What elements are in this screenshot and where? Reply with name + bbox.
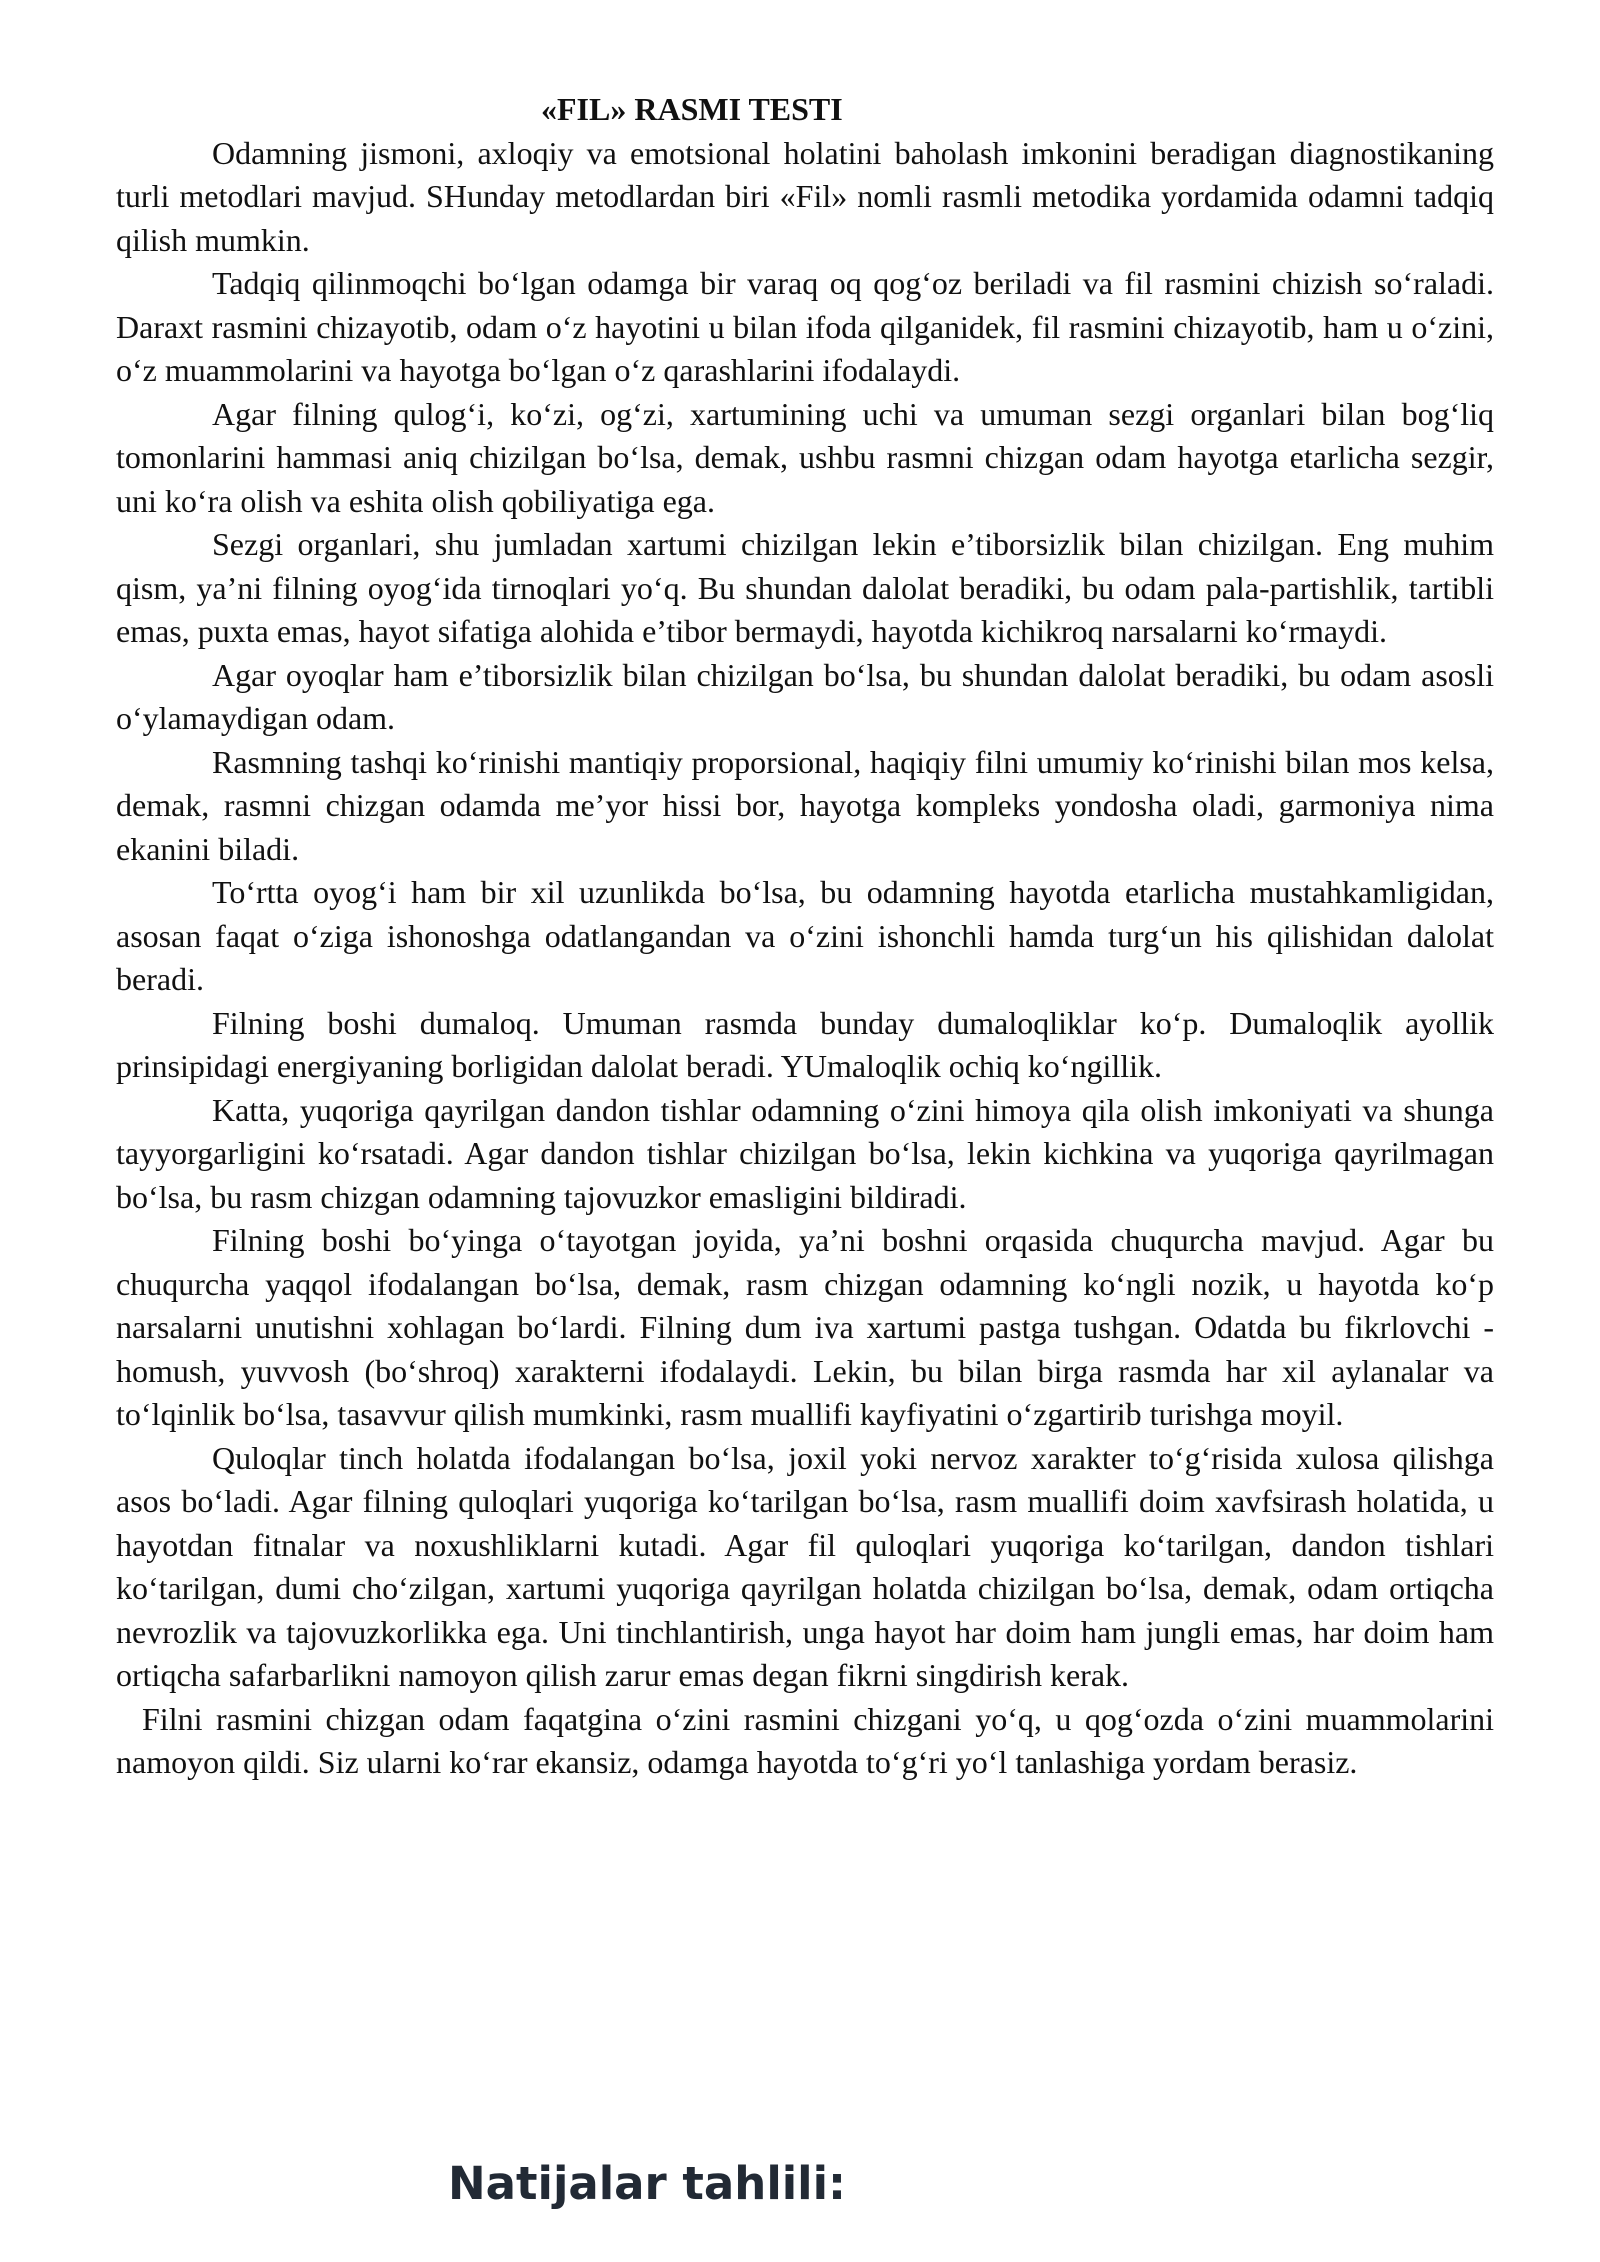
paragraph: Rasmning tashqi koʻrinishi mantiqiy proporsional, haqiqiy filni umumiy koʻrinishi bilan mos kelsa, demak, rasmni chizgan odamda me’yor hissi bor, hayotga kompleks yondosha oladi, garmoniya nima ekanini biladi. [116,743,1494,867]
paragraph: Toʻrtta oyogʻi ham bir xil uzunlikda boʻlsa, bu odamning hayotda etarlicha mustahkamligidan, asosan faqat oʻziga ishonoshga odatlangandan va oʻzini ishonchli hamda turgʻun his qilishidan dalolat beradi. [116,874,1494,997]
paragraph: Tadqiq qilinmoqchi boʻlgan odamga bir varaq oq qogʻoz beriladi va fil rasmini chizish soʻraladi. Daraxt rasmini chizayotib, odam oʻz hayotini u bilan ifoda qilganidek, fil rasmini chizayotib, ham u oʻzini, oʻz muammolarini va hayotga boʻlgan oʻz qarashlarini ifodalaydi. [116,265,1494,388]
paragraph: Filning boshi dumaloq. Umuman rasmda bunday dumaloqliklar koʻp. Dumaloqlik ayollik prinsipidagi energiyaning borligidan dalolat beradi. YUmaloqlik ochiq koʻngillik. [116,1004,1494,1084]
paragraph: Agar oyoqlar ham e’tiborsizlik bilan chizilgan boʻlsa, bu shundan dalolat beradiki, bu odam asosli oʻylamaydigan odam. [116,656,1494,736]
paragraph: Quloqlar tinch holatda ifodalangan boʻlsa, joxil yoki nervoz xarakter toʻgʻrisida xulosa qilishga asos boʻladi. Agar filning quloqlari yuqoriga koʻtarilgan boʻlsa, rasm muallifi doim xavfsirash holatida, u hayotdan fitnalar va noxushliklarni kutadi. Agar fil quloqlari yuqoriga koʻtarilgan, dandon tishlari koʻtarilgan, dumi choʻzilgan, xartumi yuqoriga qayrilgan holatda chizilgan boʻlsa, demak, odam ortiqcha nevrozlik va tajovuzkorlikka ega. Uni tinchlantirish, unga hayot har doim ham jungli emas, har doim ham ortiqcha safarbarlikni namoyon qilish zarur emas degan fikrni singdirish kerak. [116,1439,1494,1693]
results-heading: Natijalar tahlili: [448,2157,847,2210]
paragraph: Odamning jismoni, axloqiy va emotsional holatini baholash imkonini beradigan diagnostikaning turli metodlari mavjud. SHunday metodlardan biri «Fil» nomli rasmli metodika yordamida odamni tadqiq qilish mumkin. [116,134,1494,258]
paragraph: Agar filning qulogʻi, koʻzi, ogʻzi, xartumining uchi va umuman sezgi organlari bilan bogʻliq tomonlarini hammasi aniq chizilgan boʻlsa, demak, ushbu rasmni chizgan odam hayotga etarlicha sezgir, uni koʻra olish va eshita olish qobiliyatiga ega. [116,395,1494,519]
paragraph: Sezgi organlari, shu jumladan xartumi chizilgan lekin e’tiborsizlik bilan chizilgan. Eng muhim qism, ya’ni filning oyogʻida tirnoqlari yoʻq. Bu shundan dalolat beradiki, bu odam pala-partishlik, tartibli emas, puxta emas, hayot sifatiga alohida e’tibor bermaydi, hayotda kichikroq narsalarni koʻrmaydi. [116,526,1494,649]
paragraph: Filni rasmini chizgan odam faqatgina oʻzini rasmini chizgani yoʻq, u qogʻozda oʻzini muammolarini namoyon qildi. Siz ularni koʻrar ekansiz, odamga hayotda toʻgʻri yoʻl tanlashiga yordam berasiz. [116,1700,1494,1780]
document-title: «FIL» RASMI TESTI [541,91,843,127]
paragraph: Katta, yuqoriga qayrilgan dandon tishlar odamning oʻzini himoya qila olish imkoniyati va shunga tayyorgarligini koʻrsatadi. Agar dandon tishlar chizilgan boʻlsa, lekin kichkina va yuqoriga qayrilmagan boʻlsa, bu rasm chizgan odamning tajovuzkor emasligini bildiradi. [116,1091,1494,1215]
document-body [116,88,1494,1785]
paragraph: Filning boshi boʻyinga oʻtayotgan joyida, ya’ni boshni orqasida chuqurcha mavjud. Agar bu chuqurcha yaqqol ifodalangan boʻlsa, demak, rasm chizgan odamning koʻngli nozik, u hayotda koʻp narsalarni unutishni xohlagan boʻlardi. Filning dum iva xartumi pastga tushgan. Odatda bu fikrlovchi - homush, yuvvosh (boʻshroq) xarakterni ifodalaydi. Lekin, bu bilan birga rasmda har xil aylanalar va toʻlqinlik boʻlsa, tasavvur qilish mumkinki, rasm muallifi kayfiyatini oʻzgartirib turishga moyil. [116,1222,1494,1432]
